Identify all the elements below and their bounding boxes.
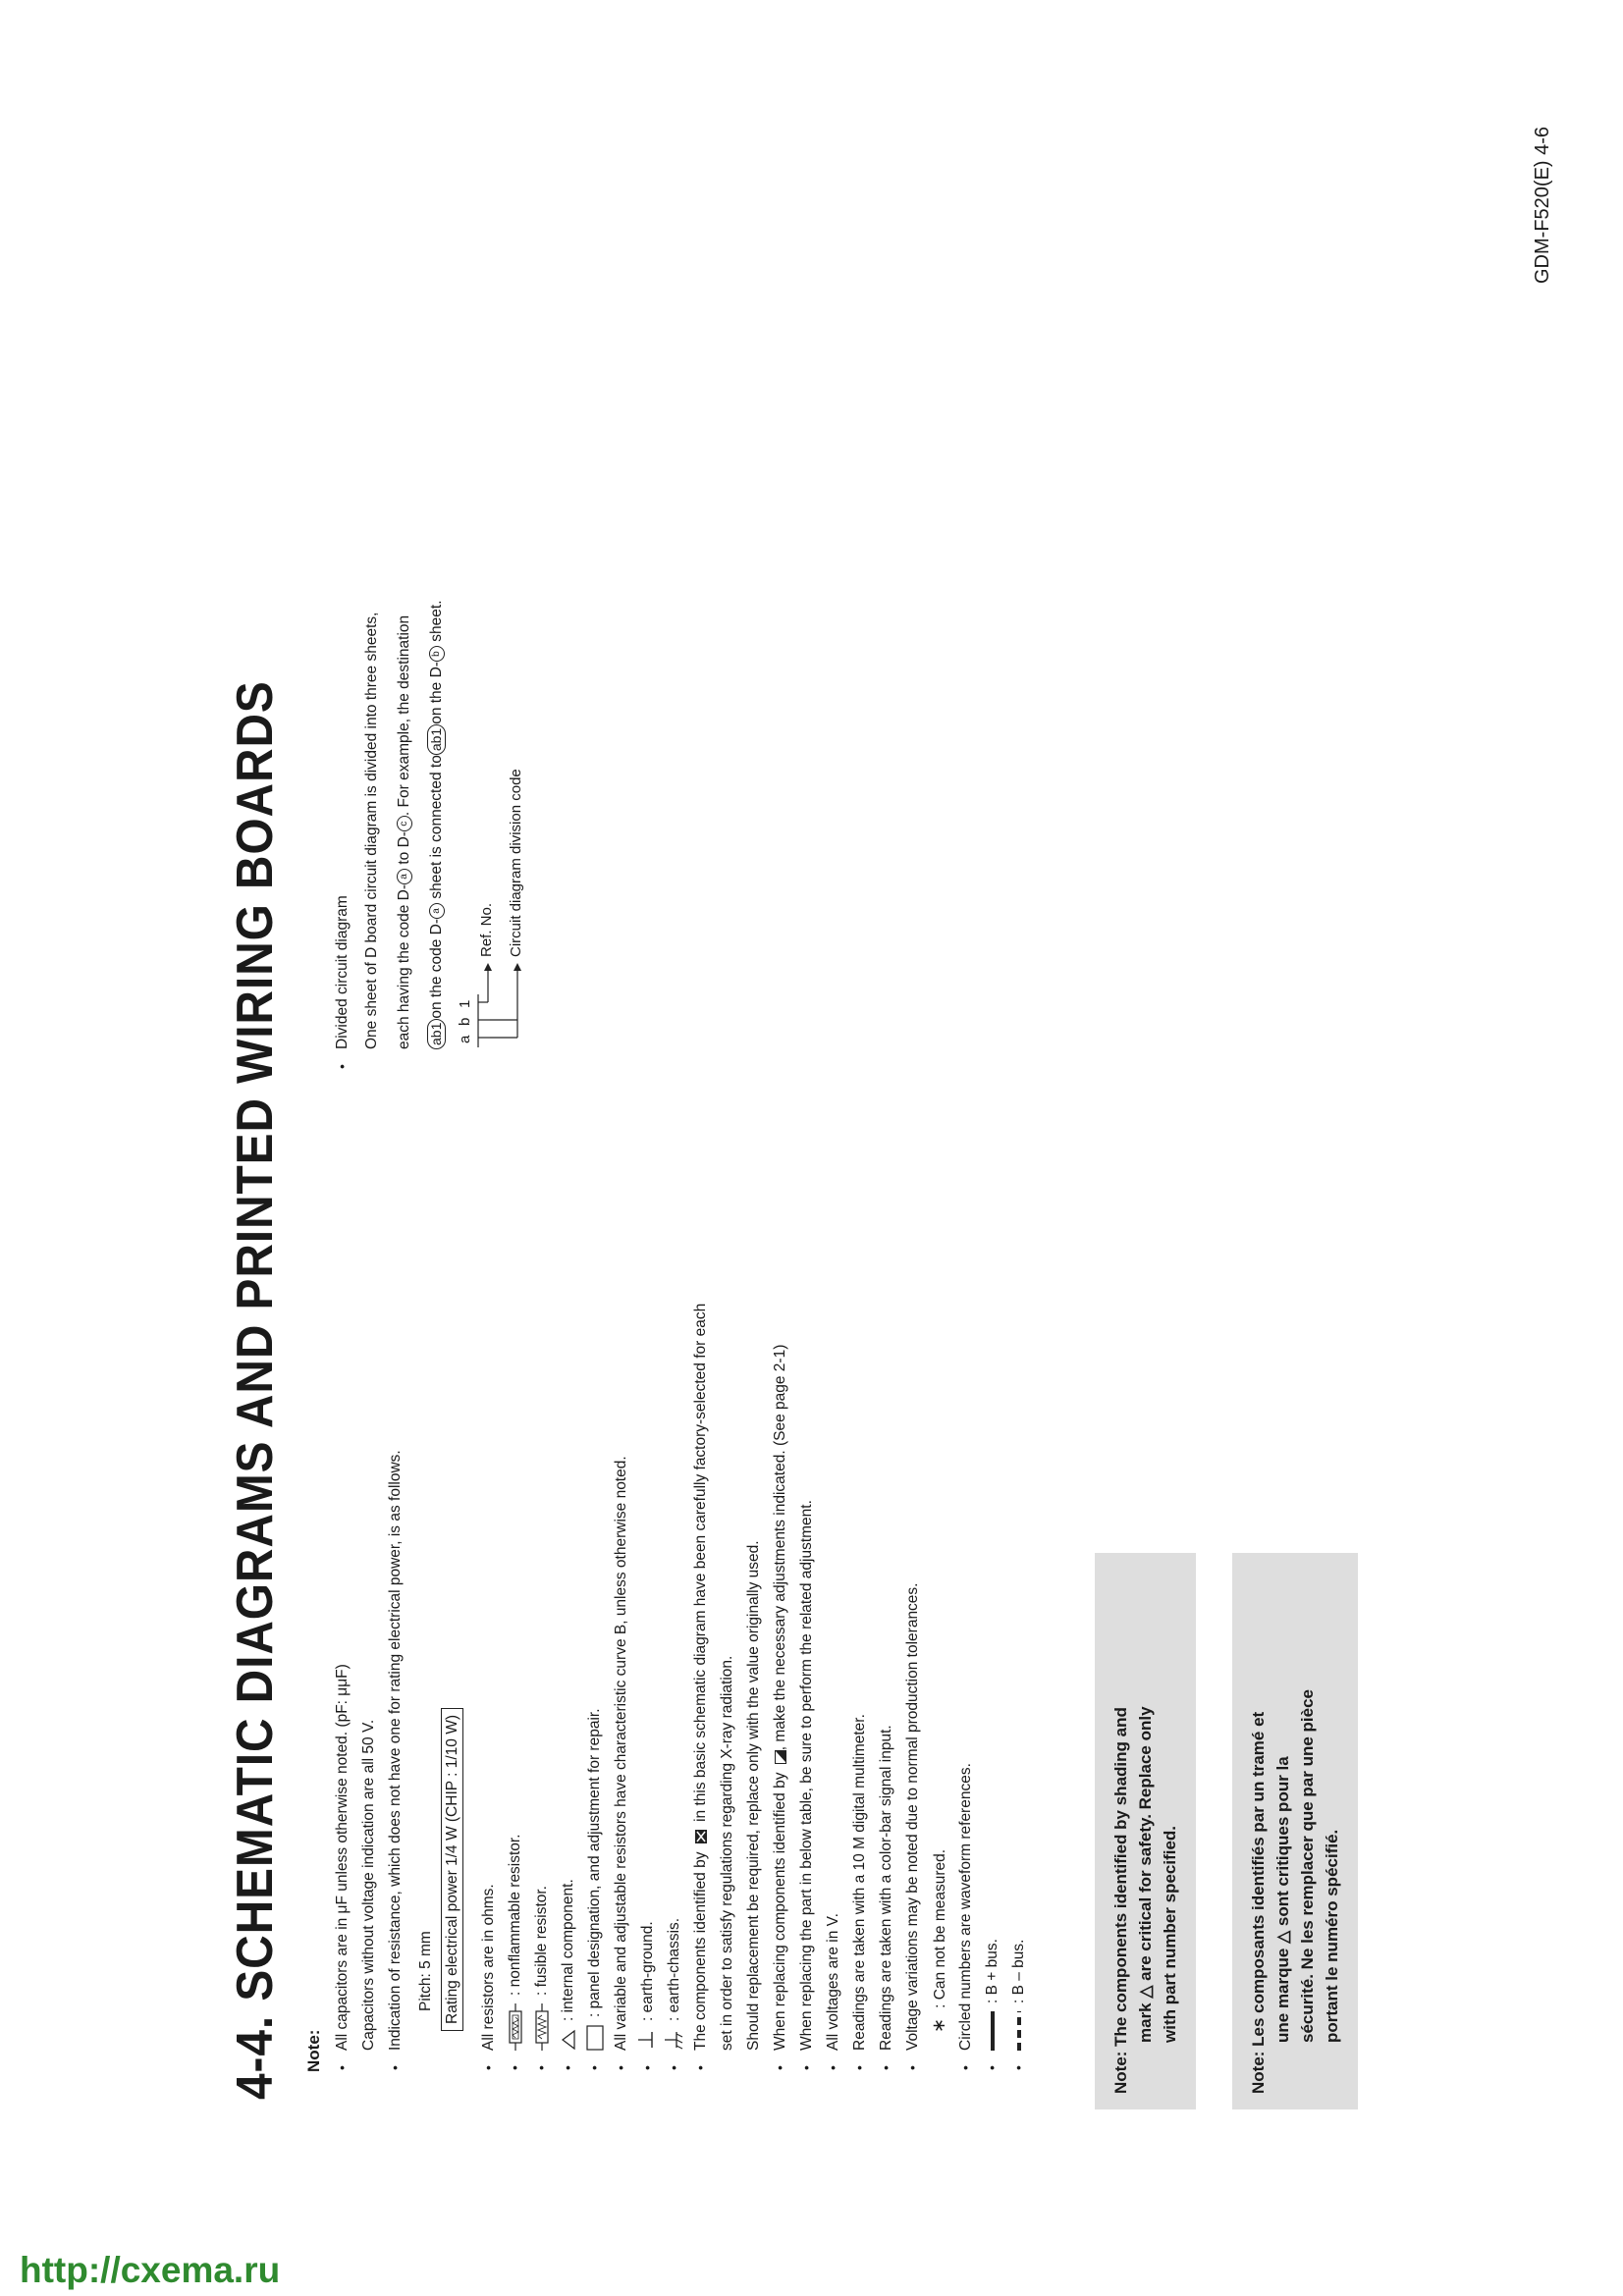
code-explanation-diagram	[457, 725, 565, 1049]
notes-right-column	[329, 601, 453, 1050]
ref-no-label: Ref. No.	[478, 902, 495, 957]
earth-ground-icon	[638, 2029, 658, 2051]
note-item: • : nonflammable resistor.	[502, 1304, 528, 2051]
divided-line-3: ab1on the code D-a sheet is connected toab1on the D-b sheet.	[420, 601, 453, 1050]
circled-code: b	[429, 646, 445, 662]
diagram-letter-b: b	[457, 1017, 473, 1026]
internal-component-triangle-icon	[562, 2029, 575, 2051]
notes-left-column	[329, 1304, 1032, 2051]
asterisk-icon: ∗	[929, 2017, 948, 2033]
diagram-digit-1: 1	[457, 999, 473, 1008]
page-title: 4-4. SCHEMATIC DIAGRAMS AND PRINTED WIRING BOARDS	[227, 680, 284, 2100]
note-item-cont: set in order to satisfy regulations regarding X-ray radiation.	[719, 1655, 735, 2051]
safety-note-line: Note: Les composants identifiés par un tramé et	[1249, 1711, 1268, 2094]
panel-designation-box-icon	[586, 2025, 604, 2051]
note-item: • : B – bus.	[1005, 1304, 1032, 2051]
safety-note-line: with part number specified.	[1161, 1825, 1179, 2043]
rating-box: Rating electrical power 1/4 W (CHIP : 1/10 W)	[441, 1708, 463, 2031]
circled-code: a	[397, 869, 412, 884]
note-item: • : earth-ground.	[634, 1304, 661, 2051]
note-item: ∗: Can not be measured.	[929, 1848, 948, 2033]
note-item: • : B + bus.	[979, 1304, 1005, 2051]
circled-code: c	[397, 816, 412, 831]
nonflammable-resistor-icon	[509, 2003, 522, 2051]
note-item: • Readings are taken with a 10 M digital multimeter.	[846, 1304, 873, 2051]
note-item: • All resistors are in ohms.	[475, 1304, 502, 2051]
note-item: • When replacing components identified by , make the necessary adjustments indicated. (See page 2-1)	[767, 1304, 793, 2051]
note-item-cont: Capacitors without voltage indication are all 50 V.	[360, 1719, 377, 2051]
pitch-line: Pitch: 5 mm	[417, 1931, 434, 2011]
safety-note-french	[1232, 1553, 1358, 2109]
rating-line	[439, 1304, 465, 2051]
note-item: • : earth-chassis.	[661, 1304, 687, 2051]
note-item: • All variable and adjustable resistors have characteristic curve B, unless otherwise noted.	[608, 1304, 634, 2051]
note-item-cont: Should replacement be required, replace only with the value originally used.	[745, 1540, 762, 2051]
safety-note-line: une marque △ sont critiques pour la	[1273, 1756, 1292, 2043]
note-item: • All capacitors are in μF unless otherwise noted. (pF: μμF)	[329, 1304, 355, 2051]
safety-note-line: portant le numéro spécifié.	[1323, 1829, 1341, 2043]
note-item: • Readings are taken with a color-bar signal input.	[873, 1304, 899, 2051]
note-item: • Indication of resistance, which does not have one for rating electrical power, is as follows.	[382, 1304, 408, 2051]
xray-mark-icon	[695, 1830, 707, 1843]
earth-chassis-icon	[665, 2029, 684, 2051]
fusible-resistor-icon	[535, 2003, 549, 2051]
divided-line-1: One sheet of D board circuit diagram is divided into three sheets,	[363, 612, 380, 1049]
note-item: • : internal component.	[555, 1304, 581, 2051]
note-item: • Circled numbers are waveform references.	[952, 1304, 979, 2051]
website-link[interactable]: http://cxema.ru	[20, 2250, 281, 2290]
safety-note-line: Note: The components identified by shading and	[1111, 1707, 1130, 2094]
note-item: • When replacing the part in below table, be sure to perform the related adjustment.	[793, 1304, 820, 2051]
adjustment-mark-icon	[775, 1750, 786, 1764]
note-heading: Note:	[304, 2029, 323, 2072]
note-item: • : fusible resistor.	[528, 1304, 555, 2051]
destination-code: ab1	[427, 1019, 446, 1049]
safety-note-english	[1095, 1553, 1196, 2109]
divided-heading: • Divided circuit diagram	[329, 601, 355, 1050]
note-item: • All voltages are in V.	[820, 1304, 846, 2051]
b-minus-bus-dashed-icon	[1014, 2011, 1024, 2051]
divided-line-2: each having the code D-a to D-c. For example, the destination	[396, 614, 412, 1049]
division-code-label: Circuit diagram division code	[508, 769, 524, 957]
destination-code: ab1	[427, 724, 446, 755]
page-footer: GDM-F520(E) 4-6	[1532, 126, 1553, 284]
diagram-letter-a: a	[457, 1035, 473, 1043]
safety-note-line: sécurité. Ne les remplacer que par une pièce	[1298, 1689, 1317, 2043]
safety-note-line: mark △ are critical for safety. Replace only	[1136, 1706, 1155, 2043]
note-item: • : panel designation, and adjustment for repair.	[581, 1304, 608, 2051]
note-item: • Voltage variations may be noted due to normal production tolerances.	[899, 1304, 926, 2051]
b-plus-bus-line-icon	[988, 2011, 998, 2051]
circled-code: a	[429, 903, 445, 919]
note-item: • The components identified by in this basic schematic diagram have been carefully factory-selected for each	[687, 1304, 714, 2051]
